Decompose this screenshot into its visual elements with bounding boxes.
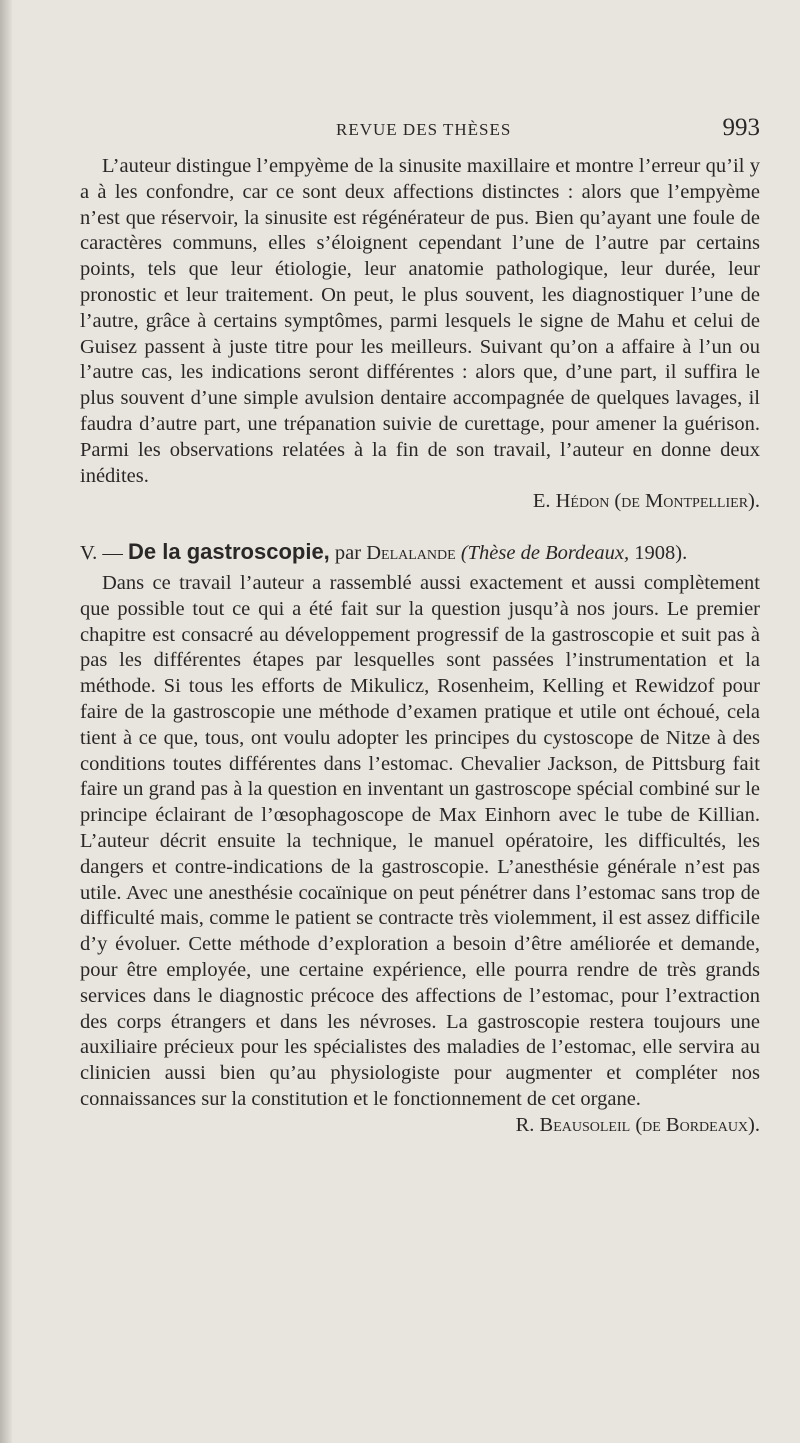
running-title: REVUE DES THÈSES <box>336 120 512 139</box>
review-2-heading <box>80 539 760 567</box>
review-2-source: (Thèse de Bordeaux, <box>460 542 630 565</box>
review-1-text: L’auteur distingue l’empyème de la sinusite maxillaire et montre l’erreur qu’il y a à les confondre, car ce sont deux affections distinctes : alors que l’empyème n’est que réservoir, la sinusite est régénérateur de pus. Bien qu’ayant une foule de caractères communs, elles s’éloignent cependant l’une de l’autre par certains points, tels que leur étiologie, leur anatomie pathologique, leur durée, leur pronostic et leur traitement. On peut, le plus souvent, les diagnostiquer l’une de l’autre, grâce à certains symptômes, parmi lesquels le signe de Mahu et celui de Guisez passent à juste titre pour les meilleurs. Suivant qu’on a affaire à l’un ou l’autre cas, les indications seront différentes : alors que, d’une part, il suffira le plus souvent d’une simple avulsion dentaire accompagnée de quelques lavages, il faudra d’autre part, une trépanation suivie de curettage, pour amener la guérison. Parmi les observations relatées à la fin de son travail, l’auteur en donne deux inédites. <box>80 155 760 487</box>
review-2-by: par <box>334 542 362 565</box>
review-2-number: V. — <box>80 542 123 565</box>
review-2-title: De la gastroscopie, <box>128 539 330 565</box>
review-2-text: Dans ce travail l’auteur a rassemblé aussi exactement et aussi complètement que possible tout ce qui a été fait sur la question jusqu’à nos jours. Le premier chapitre est consacré au développement progressif de la gastroscopie et suit pas à pas les différentes étapes par lesquelles sont passées l’instrumentation et la méthode. Si tous les efforts de Mikulicz, Rosenheim, Kelling et Rewidzof pour faire de la gastroscopie une méthode d’examen pratique et utile ont échoué, cela tient à ce que, tous, ont voulu adopter les principes du cystoscope de Nitze à des conditions toutes différentes dans l’estomac. Chevalier Jackson, de Pittsburg fait faire un grand pas à la question en inventant un gastroscope spécial combiné sur le principe éclairant de l’œsophagoscope de Max Einhorn avec le tube de Killian. L’auteur décrit ensuite la technique, le manuel opératoire, les difficultés, les dangers et contre-indications de la gastroscopie. L’anesthésie générale n’est pas utile. Avec une anesthésie cocaïnique on peut pénétrer dans l’estomac sans trop de difficulté mais, comme le patient se contracte très violemment, il est assez difficile d’y évoluer. Cette méthode d’exploration a besoin d’être améliorée et demande, pour être employée, une certaine expérience, elle pourra rendre de très grands services dans le diagnostic précoce des affections de l’estomac, pour l’extraction des corps étrangers et dans les névroses. La gastroscopie restera toujours une auxiliaire précieux pour les spécialistes des maladies de l’estomac, elle servira au clinicien aussi bien qu’au physiologiste pour augmenter et compléter nos connaissances sur la constitution et le fonctionnement de cet organe. <box>80 571 760 1110</box>
page-edge-shadow <box>0 0 12 1443</box>
review-2-signature: R. Beausoleil (de Bordeaux). <box>515 1113 760 1136</box>
review-2-author: Delalande <box>366 542 456 565</box>
text-block <box>80 154 760 1138</box>
running-head <box>80 114 760 146</box>
review-2-body <box>80 571 760 1139</box>
review-1-signature: E. Hédon (de Montpellier). <box>532 490 760 513</box>
review-2-year: 1908). <box>634 542 688 565</box>
review-1-body <box>80 154 760 515</box>
page-number: 993 <box>722 114 760 141</box>
